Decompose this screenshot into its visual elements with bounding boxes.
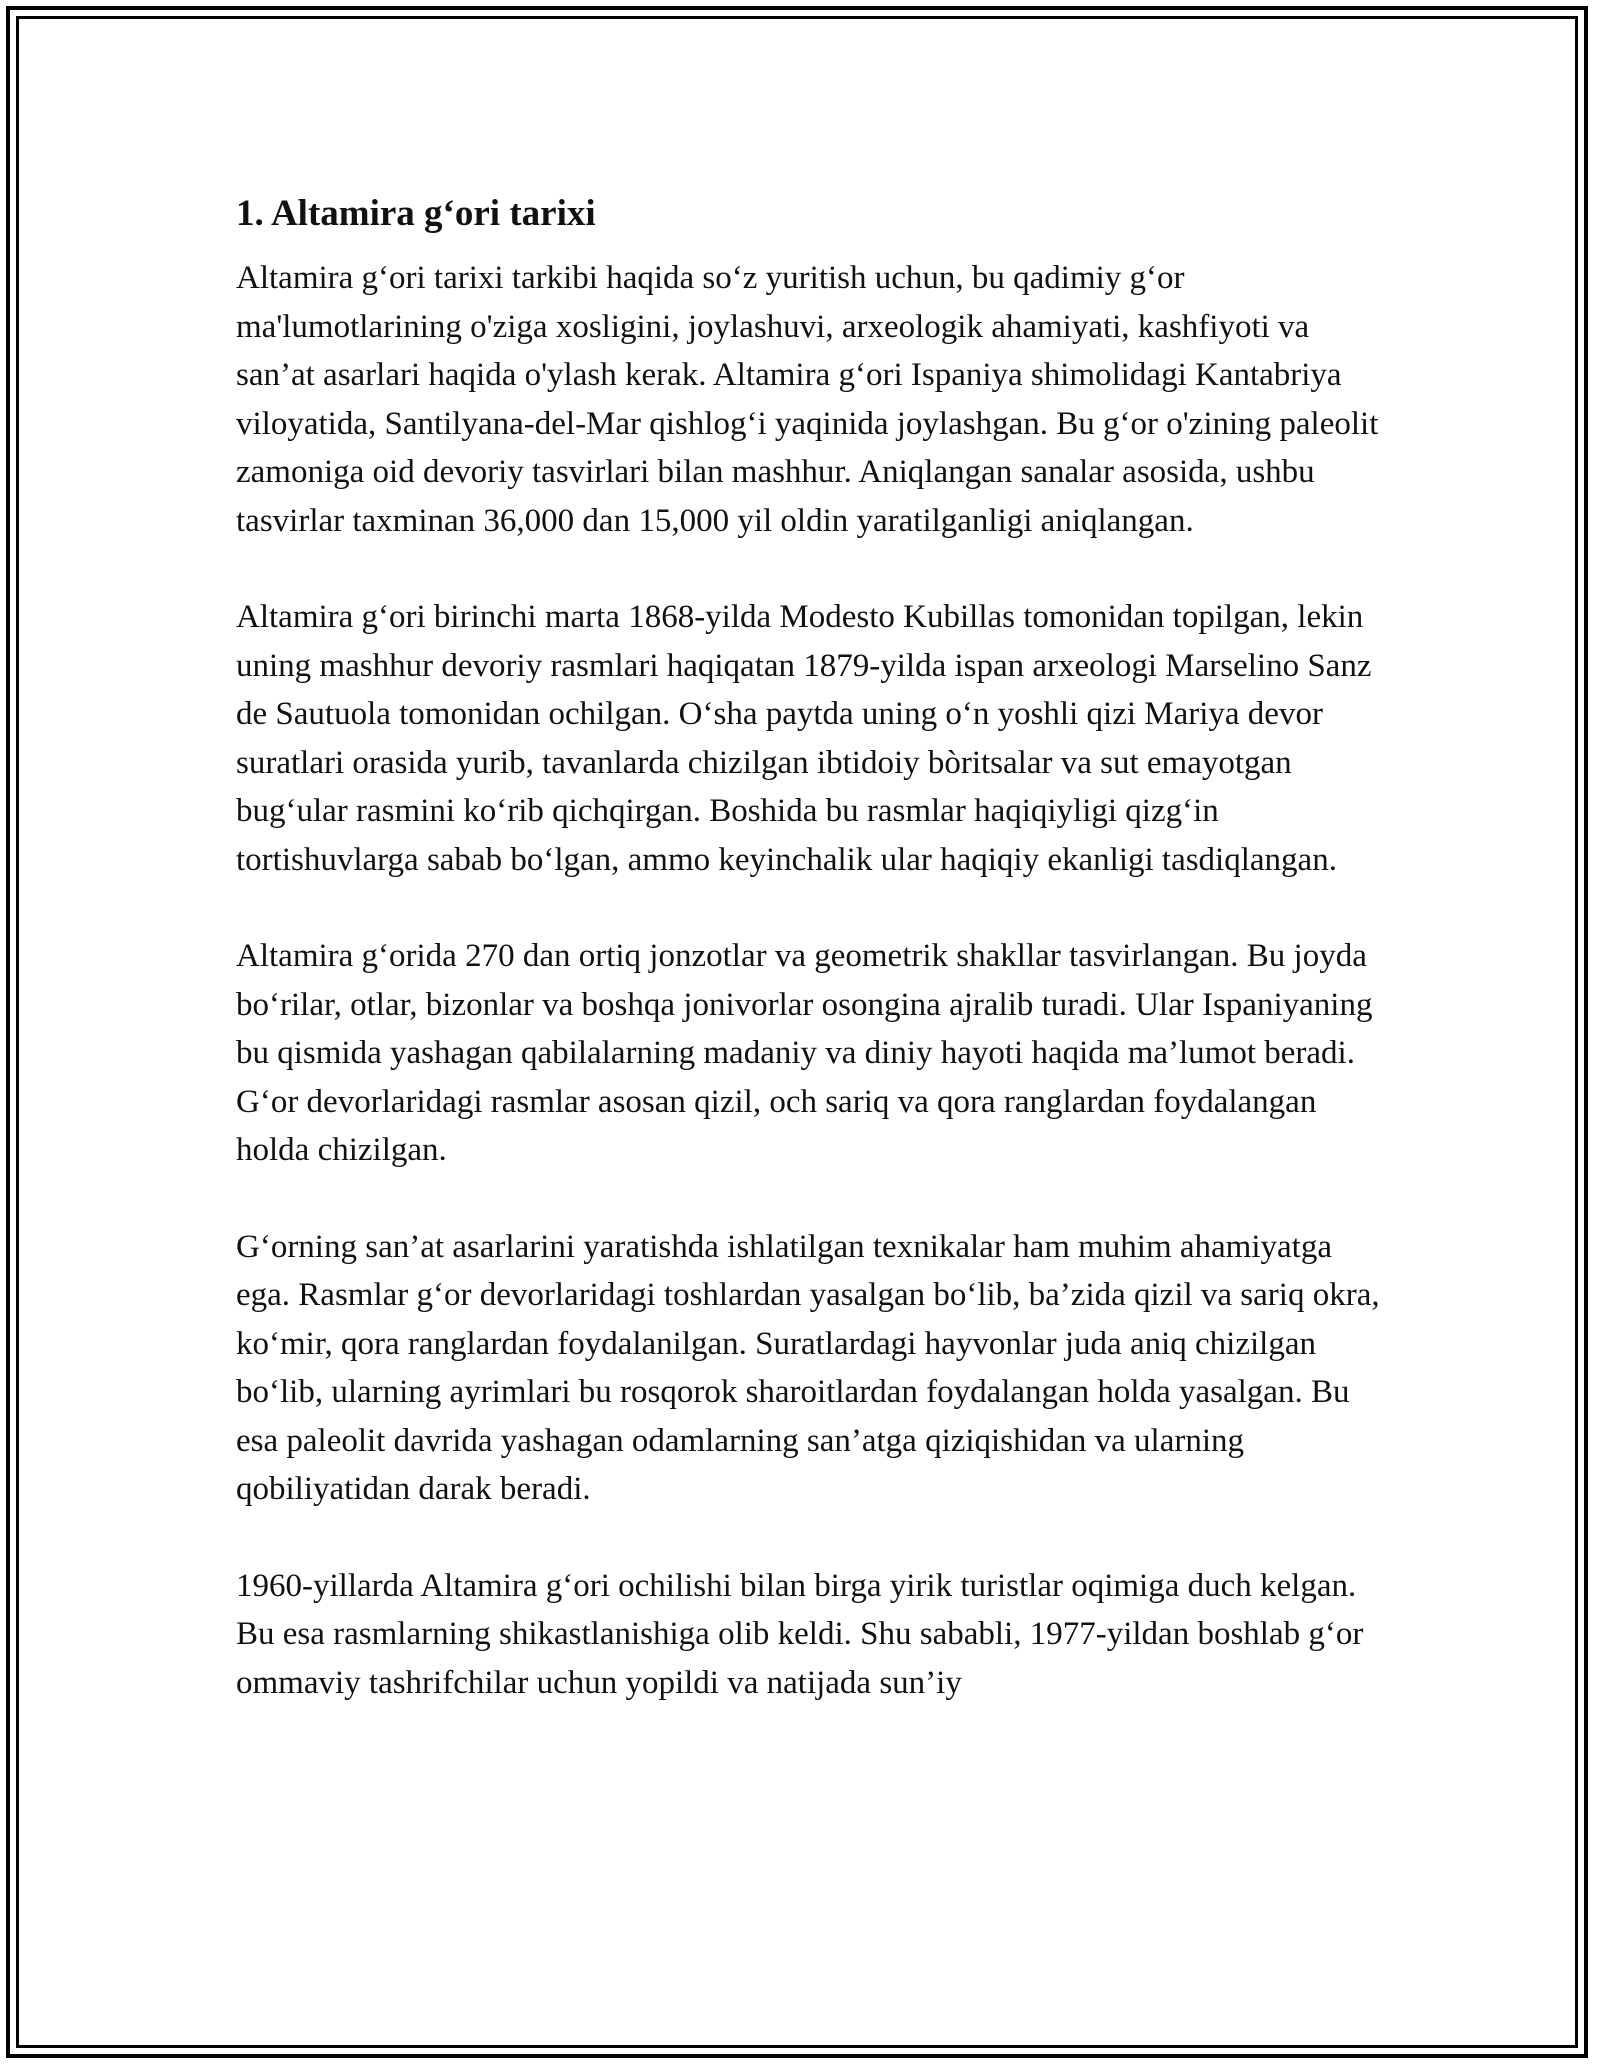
paragraph-2: Altamira g‘ori birinchi marta 1868-yilda Modesto Kubillas tomonidan topilgan, lekin uning mashhur devoriy rasmlari haqiqatan 1879-yilda ispan arxeologi Marselino Sanz de Sautuola tomonidan ochilgan. O‘sha paytda uning o‘n yoshli qizi Mariya devor suratlari orasida yurib, tavanlarda chizilgan ibtidoiy bòritsalar va sut emayotgan bug‘ular rasmini ko‘rib qichqirgan. Boshida bu rasmlar haqiqiyligi qizg‘in tortishuvlarga sabab bo‘lgan, ammo keyinchalik ular haqiqiy ekanligi tasdiqlangan. xyxy=(236,599,1372,878)
document-body xyxy=(236,186,1386,1755)
paragraph-4: G‘orning san’at asarlarini yaratishda ishlatilgan texnikalar ham muhim ahamiyatga ega. Rasmlar g‘or devorlaridagi toshlardan yasalgan bo‘lib, ba’zida qizil va sariq okra, ko‘mir, qora ranglardan foydalanilgan. Suratlardagi hayvonlar juda aniq chizilgan bo‘lib, ularning ayrimlari bu rosqorok sharoitlardan foydalangan holda yasalgan. Bu esa paleolit davrida yashagan odamlarning san’atga qiziqishidan va ularning qobiliyatidan darak beradi. xyxy=(236,1228,1380,1507)
paragraph-5: 1960-yillarda Altamira g‘ori ochilishi bilan birga yirik turistlar oqimiga duch kelgan. Bu esa rasmlarning shikastlanishiga olib keldi. Shu sababli, 1977-yildan boshlab g‘or ommaviy tashrifchilar uchun yopildi va natijada sun’iy xyxy=(236,1567,1364,1701)
paragraph-1: Altamira g‘ori tarixi tarkibi haqida so‘z yuritish uchun, bu qadimiy g‘or ma'lumotlarining o'ziga xosligini, joylashuvi, arxeologik ahamiyati, kashfiyoti va san’at asarlari haqida o'ylash kerak. Altamira g‘ori Ispaniya shimolidagi Kantabriya viloyatida, Santilyana-del-Mar qishlog‘i yaqinida joylashgan. Bu g‘or o'zining paleolit zamoniga oid devoriy tasvirlari bilan mashhur. Aniqlangan sanalar asosida, ushbu tasvirlar taxminan 36,000 dan 15,000 yil oldin yaratilganligi aniqlangan. xyxy=(236,260,1379,539)
section-heading: 1. Altamira g‘ori tarixi xyxy=(236,193,596,234)
paragraph-3: Altamira g‘orida 270 dan ortiq jonzotlar va geometrik shakllar tasvirlangan. Bu joyda bo‘rilar, otlar, bizonlar va boshqa jonivorlar osongina ajralib turadi. Ular Ispaniyaning bu qismida yashagan qabilalarning madaniy va diniy hayoti haqida ma’lumot beradi. G‘or devorlaridagi rasmlar asosan qizil, och sariq va qora ranglardan foydalangan holda chizilgan. xyxy=(236,938,1373,1168)
